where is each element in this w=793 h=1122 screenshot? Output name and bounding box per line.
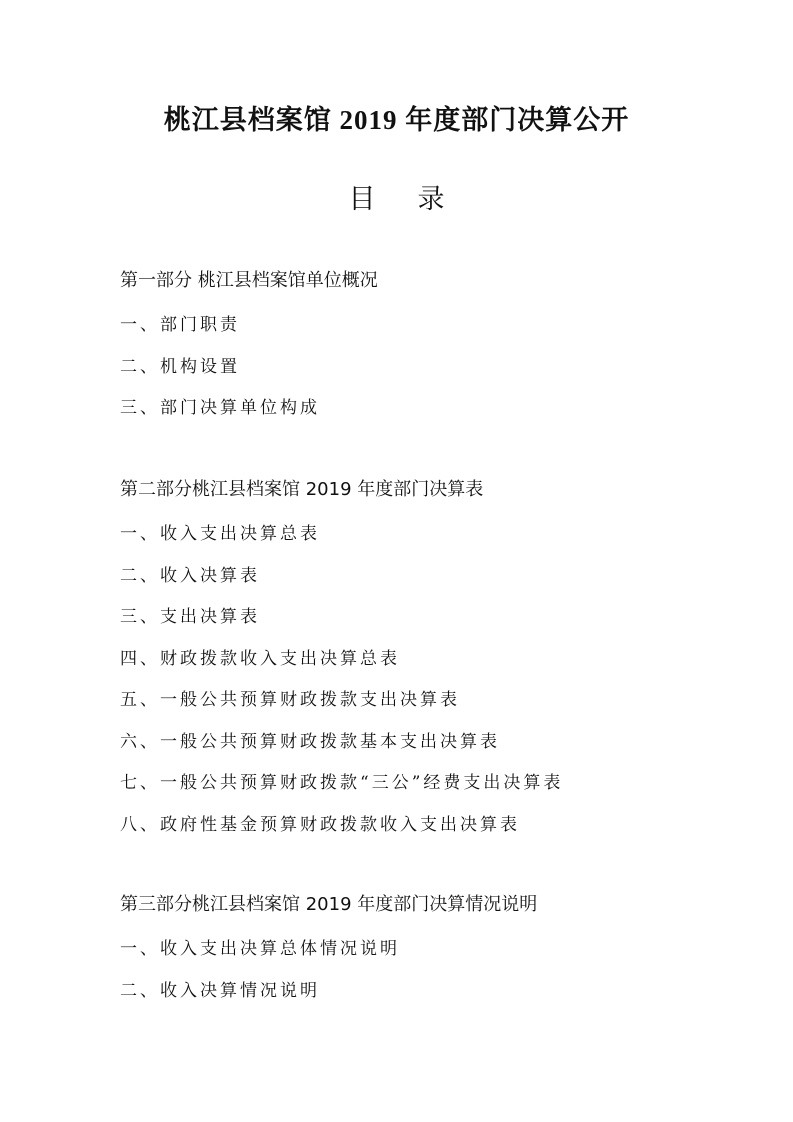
document-title: 桃江县档案馆 2019 年度部门决算公开 bbox=[163, 105, 630, 135]
toc-item[interactable]: 七、一般公共预算财政拨款“三公”经费支出决算表 bbox=[120, 773, 564, 793]
toc-heading-char-1: 目 bbox=[348, 184, 376, 215]
toc-item[interactable]: 一、收入支出决算总体情况说明 bbox=[120, 939, 400, 959]
toc-item[interactable]: 四、财政拨款收入支出决算总表 bbox=[120, 648, 400, 669]
toc-item[interactable]: 二、收入决算表 bbox=[120, 565, 260, 586]
toc-item[interactable]: 三、支出决算表 bbox=[120, 607, 260, 627]
toc-list bbox=[120, 929, 537, 1012]
toc-section-1 bbox=[120, 266, 378, 430]
toc-item[interactable]: 三、部门决算单位构成 bbox=[120, 398, 320, 418]
toc-item[interactable]: 八、政府性基金预算财政拨款收入支出决算表 bbox=[120, 814, 520, 835]
toc-item[interactable]: 二、收入决算情况说明 bbox=[120, 980, 320, 1001]
section-heading[interactable]: 第二部分桃江县档案馆 2019 年度部门决算表 bbox=[120, 479, 484, 500]
toc-item[interactable]: 六、一般公共预算财政拨款基本支出决算表 bbox=[120, 731, 500, 752]
toc-item[interactable]: 一、部门职责 bbox=[120, 315, 240, 335]
toc-list bbox=[120, 305, 378, 430]
toc-item[interactable]: 一、收入支出决算总表 bbox=[120, 524, 320, 544]
toc-section-2 bbox=[120, 475, 563, 846]
section-heading[interactable]: 第三部分桃江县档案馆 2019 年度部门决算情况说明 bbox=[120, 894, 538, 915]
toc-section-3 bbox=[120, 890, 537, 1012]
toc-item[interactable]: 五、一般公共预算财政拨款支出决算表 bbox=[120, 690, 460, 710]
toc-list bbox=[120, 514, 563, 846]
table-of-contents-heading bbox=[0, 180, 793, 220]
toc-item[interactable]: 二、机构设置 bbox=[120, 356, 240, 377]
section-heading[interactable]: 第一部分 桃江县档案馆单位概况 bbox=[120, 270, 378, 291]
toc-heading-char-2: 录 bbox=[417, 184, 445, 215]
